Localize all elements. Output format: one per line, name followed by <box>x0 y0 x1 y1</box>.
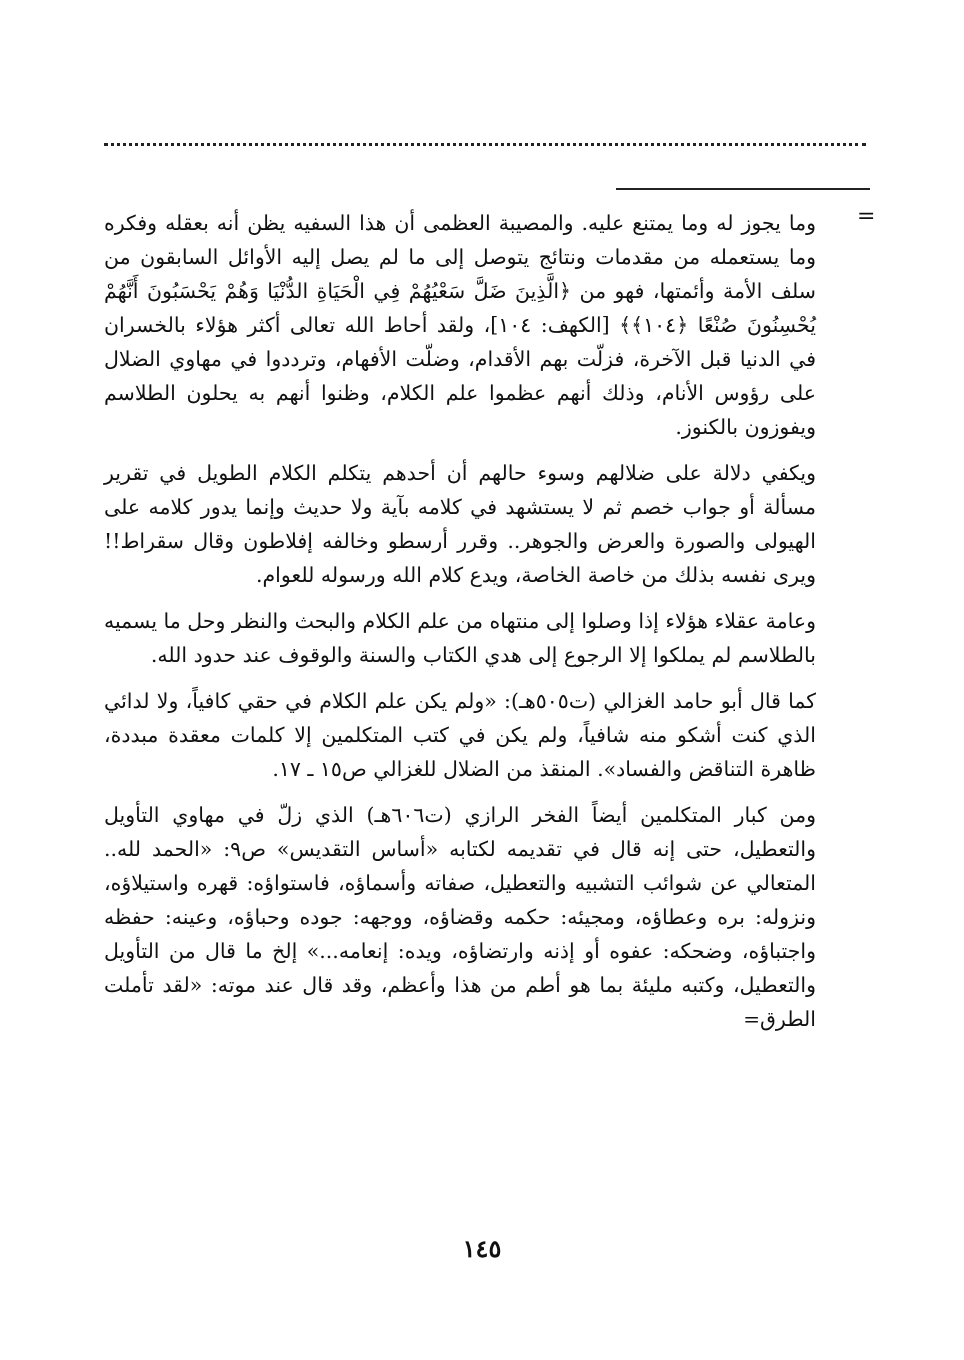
paragraph-3: وعامة عقلاء هؤلاء إذا وصلوا إلى منتهاه من علم الكلام والبحث والنظر وحل ما يسميه بالطلاسم لم يملكوا إلا الرجوع إلى هدي الكتاب والسنة والوقوف عند حدود الله. <box>104 609 816 667</box>
paragraph-5-text: ومن كبار المتكلمين أيضاً الفخر الرازي (ت٦٠٦هـ) الذي زلّ في مهاوي التأويل والتعطيل، حتى إنه قال في تقديمه لكتابه «أساس التقديس» ص٩: «الحمد لله.. المتعالي عن شوائب التشبيه والتعطيل، صفاته وأسماؤه، فاستواؤه: قهره واستيلاؤه، ونزوله: بره وعطاؤه، ومجيئه: حكمه وقضاؤه، ووجهه: جوده وحباؤه، وعينه: حفظه واجتباؤه، وضحكه: عفوه أو إذنه وارتضاؤه، ويده: إنعامه...» إلخ ما قال من التأويل والتعطيل، وكتبه مليئة بما هو أطم من هذا وأعظم، وقد قال عند موته: «لقد تأملت الطرق <box>104 803 817 1031</box>
continuation-mark-top: = <box>857 204 876 229</box>
paragraph-4: كما قال أبو حامد الغزالي (ت٥٠٥هـ): «ولم يكن علم الكلام في حقي كافياً، ولا لدائي الذي كنت أشكو منه شافياً، ولم يكن في كتب المتكلمين إلا كلمات معقدة مبددة، ظاهرة التناقض والفساد». المنقذ من الضلال للغزالي ص١٥ ـ ١٧. <box>104 689 816 781</box>
footnote-body <box>104 206 816 1048</box>
paragraph-2: ويكفي دلالة على ضلالهم وسوء حالهم أن أحدهم يتكلم الكلام الطويل في تقرير مسألة أو جواب خصم ثم لا يستشهد في كلامه بآية ولا حديث وإنما يدور كلامه على الهيولى والصورة والعرض والجوهر.. وقرر أرسطو وخالفه إفلاطون وقال سقراط!! ويرى نفسه بذلك من خاصة الخاصة، ويدع كلام الله ورسوله للعوام. <box>104 461 816 587</box>
header-dotted-separator <box>104 143 866 146</box>
page-number: ١٤٥ <box>462 1234 502 1263</box>
footnote-separator-line <box>616 188 870 190</box>
continuation-mark-bottom: = <box>743 1007 761 1031</box>
paragraph-1: وما يجوز له وما يمتنع عليه. والمصيبة العظمى أن هذا السفيه يظن أنه بعقله وفكره وما يستعمله من مقدمات ونتائج يتوصل إلى ما لم يصل إليه الأوائل السابقون من سلف الأمة وأئمتها، فهو من ﴿الَّذِينَ ضَلَّ سَعْيُهُمْ فِي الْحَيَاةِ الدُّنْيَا وَهُمْ يَحْسَبُونَ أَنَّهُمْ يُحْسِنُونَ صُنْعًا ﴿١٠٤﴾﴾ [الكهف: ١٠٤]، ولقد أحاط الله تعالى أكثر هؤلاء بالخسران في الدنيا قبل الآخرة، فزلّت بهم الأقدام، وضلّت الأفهام، وترددوا في مهاوي الضلال على رؤوس الأنام، وذلك أنهم عظموا علم الكلام، وظنوا أنهم به يحلون الطلاسم ويفوزون بالكنوز. <box>104 211 816 439</box>
paragraph-5 <box>104 798 816 1036</box>
